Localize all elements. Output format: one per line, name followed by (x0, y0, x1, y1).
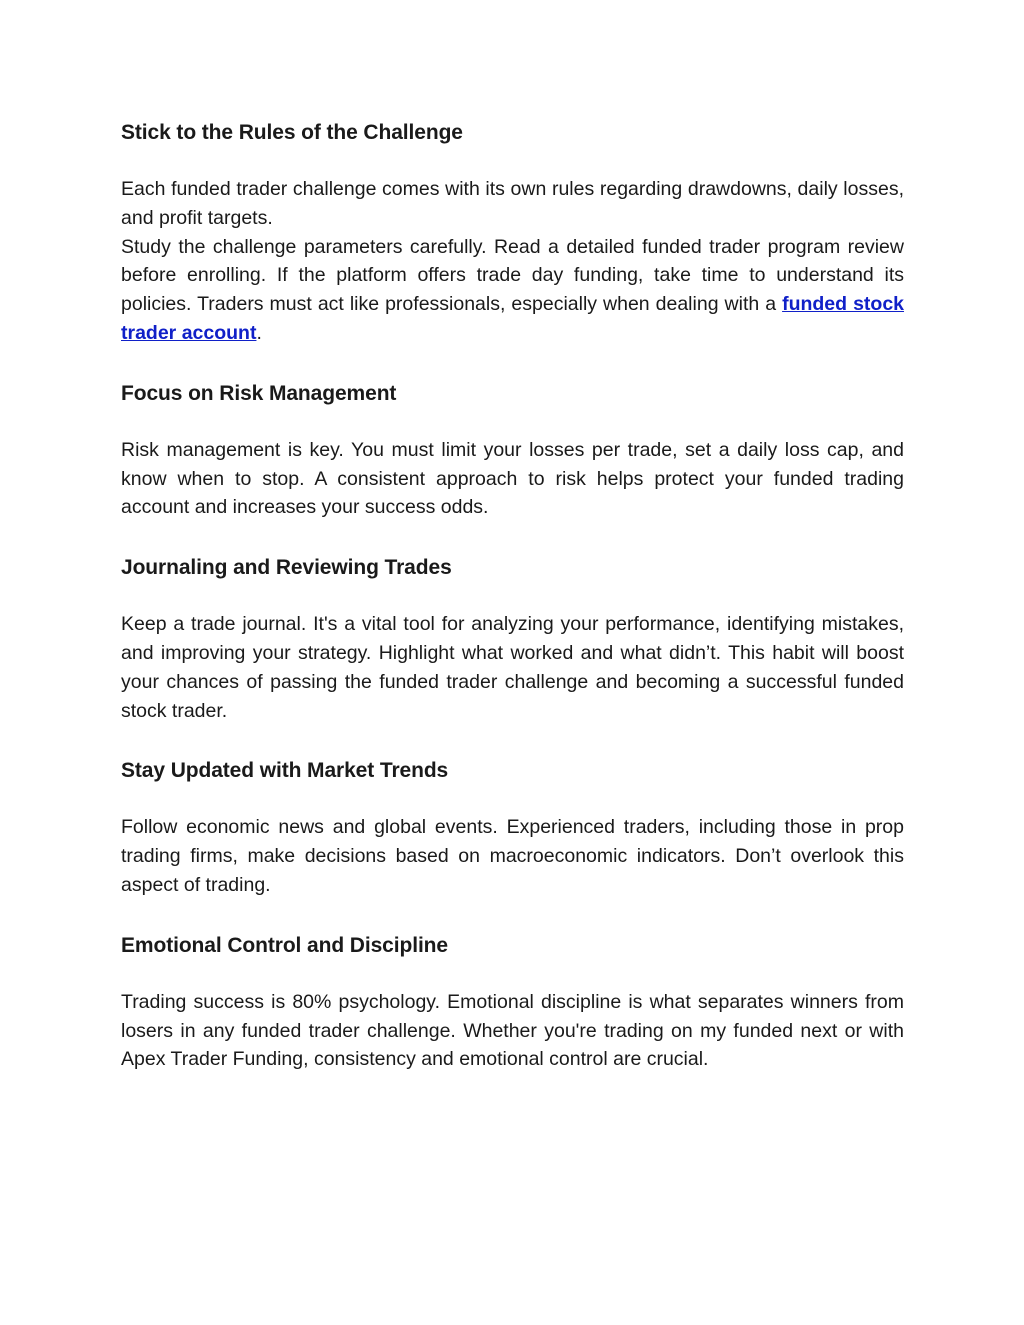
paragraph-market-trends: Follow economic news and global events. Experienced traders, including those in prop trading firms, make decisions based on macroeconomic indicators. Don’t overlook this aspect of trading. (121, 816, 904, 896)
document-body (121, 116, 904, 1074)
paragraph-emotional-control: Trading success is 80% psychology. Emotional discipline is what separates winners from losers in any funded trader challenge. Whether you're trading on my funded next or with Apex Trader Funding, consistency and emotional control are crucial. (121, 990, 904, 1071)
paragraph-rules-2-text: Study the challenge parameters carefully. Read a detailed funded trader program review before enrolling. If the platform offers trade day funding, take time to understand its policies. Traders must act like professionals, especially when dealing with a (121, 235, 904, 316)
paragraph-rules-2 (121, 233, 904, 348)
section-heading-journaling: Journaling and Reviewing Trades (121, 556, 452, 580)
paragraph-rules-1: Each funded trader challenge comes with its own rules regarding drawdowns, daily losses, and profit targets. (121, 178, 904, 229)
paragraph-rules-2-end: . (256, 321, 262, 344)
paragraph-journaling: Keep a trade journal. It's a vital tool for analyzing your performance, identifying mistakes, and improving your strategy. Highlight what worked and what didn’t. This habit will boost your chances of passing the funded trader challenge and becoming a successful funded stock trader. (121, 613, 904, 722)
paragraph-risk-management: Risk management is key. You must limit your losses per trade, set a daily loss cap, and know when to stop. A consistent approach to risk helps protect your funded trading account and increases your success odds. (121, 438, 904, 519)
section-heading-risk-management: Focus on Risk Management (121, 381, 397, 405)
funded-stock-trader-account-link[interactable]: funded stock trader account (121, 293, 905, 344)
section-heading-rules: Stick to the Rules of the Challenge (121, 121, 463, 144)
section-heading-market-trends: Stay Updated with Market Trends (121, 759, 449, 783)
section-heading-emotional-control: Emotional Control and Discipline (121, 933, 448, 957)
